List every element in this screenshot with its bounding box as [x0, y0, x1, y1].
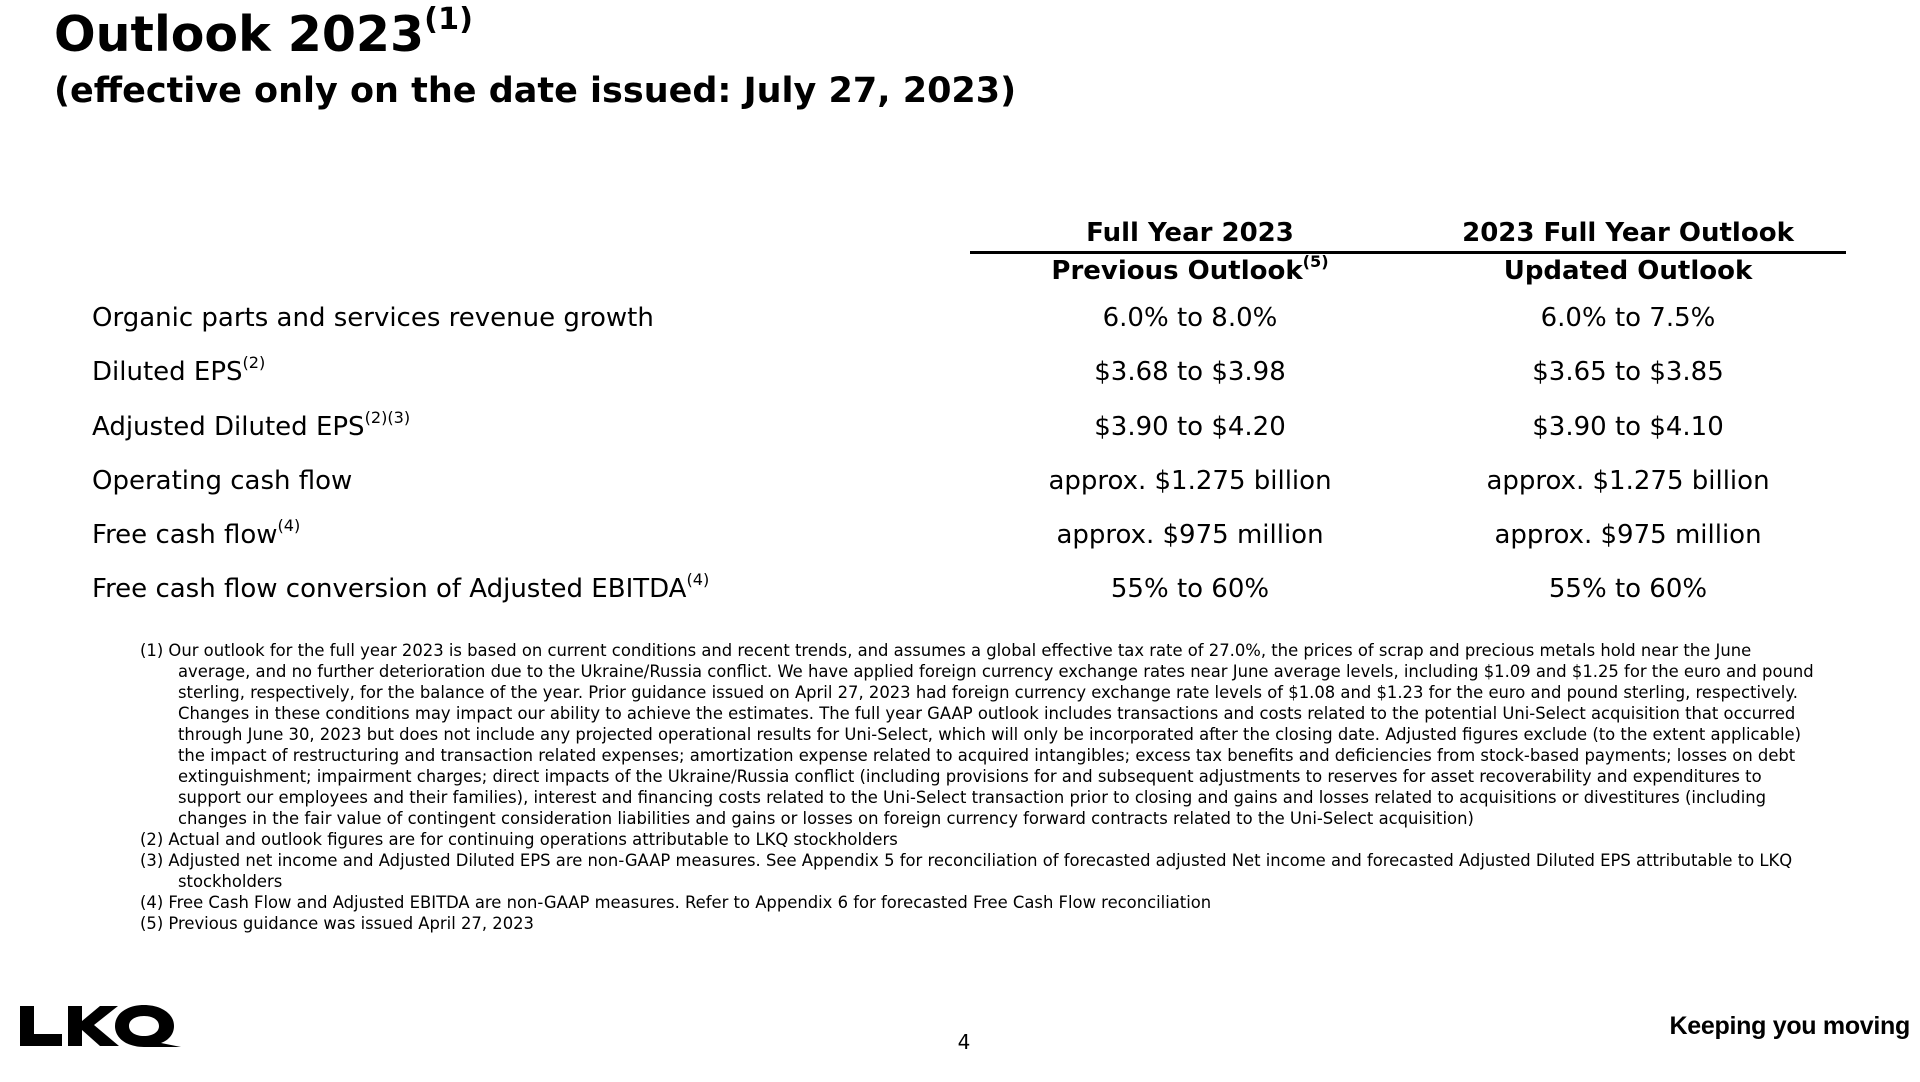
cell-updated-operating-cash-flow: approx. $1.275 billion: [1486, 466, 1770, 496]
row-label-free-cash-flow: Free cash flow$^{(4)}$: [92, 515, 301, 550]
cell-updated-free-cash-flow: approx. $975 million: [1494, 520, 1762, 550]
col-prev-header-line1: Full Year 2023: [1086, 218, 1294, 248]
lkq-logo: [18, 1004, 186, 1052]
col-updated-header-line1: 2023 Full Year Outlook: [1462, 218, 1794, 248]
row-label-adjusted-diluted-eps: Adjusted Diluted $EPS^{(2)(3)}$: [92, 407, 411, 442]
footnote-4: (4) Free Cash Flow and Adjusted EBITDA are non-GAAP measures. Refer to Appendix 6 for forecasted Free Cash Flow reconciliation: [140, 893, 1212, 912]
page-subtitle: (effective only on the date issued: July 27, 2023): [54, 71, 1017, 111]
row-label-fcf-conversion: Free cash flow conversion of Adjusted EBITDA$^{(4)}$: [92, 569, 710, 604]
footnotes: [140, 640, 1820, 934]
footnote-2: (2) Actual and outlook figures are for continuing operations attributable to LKQ stockholders: [140, 830, 898, 849]
cell-prev-organic-growth: 6.0% to 8.0%: [1102, 303, 1278, 333]
cell-prev-diluted-eps: $3.68 to $3.98: [1094, 357, 1286, 387]
footnote-3: (3) Adjusted net income and Adjusted Diluted EPS are non-GAAP measures. See Appendix 5 for reconciliation of forecasted adjusted Net income and forecasted Adjusted Diluted EPS attributable to LKQ stockholders: [140, 851, 1793, 891]
row-label-organic-growth: Organic parts and services revenue growth: [92, 303, 654, 333]
cell-prev-fcf-conversion: 55% to 60%: [1110, 574, 1270, 604]
cell-updated-organic-growth: 6.0% to 7.5%: [1540, 303, 1716, 333]
cell-updated-fcf-conversion: 55% to 60%: [1548, 574, 1708, 604]
cell-prev-free-cash-flow: approx. $975 million: [1056, 520, 1324, 550]
row-label-operating-cash-flow: Operating cash flow: [92, 466, 353, 496]
col-prev-header-line2: Previous Outlook$^{(5)}$: [1051, 251, 1329, 286]
cell-prev-adjusted-diluted-eps: $3.90 to $4.20: [1094, 412, 1286, 442]
header-rule: [970, 251, 1846, 254]
cell-updated-adjusted-diluted-eps: $3.90 to $4.10: [1532, 412, 1724, 442]
page-number: 4: [957, 1030, 971, 1054]
col-updated-header-line2: Updated Outlook: [1503, 256, 1753, 286]
page-title: Outlook 2023$^{(1)}$: [54, 2, 474, 63]
cell-prev-operating-cash-flow: approx. $1.275 billion: [1048, 466, 1332, 496]
footnote-5: (5) Previous guidance was issued April 27, 2023: [140, 914, 534, 933]
row-label-diluted-eps: Diluted EPS$^{(2)}$: [92, 352, 266, 387]
footnote-1: (1) Our outlook for the full year 2023 is based on current conditions and recent trends, and assumes a global effective tax rate of 27.0%, the prices of scrap and precious metals hold near the June average, and no further deterioration due to the Ukraine/Russia conflict. We have applied foreign currency exchange rates near June average levels, including $1.09 and $1.25 for the euro and pound sterling, respectively, for the balance of the year. Prior guidance issued on April 27, 2023 had foreign currency exchange rate levels of $1.08 and $1.23 for the euro and pound sterling, respectively. Changes in these conditions may impact our ability to achieve the estimates. The full year GAAP outlook includes transactions and costs related to the potential Uni-Select acquisition that occurred through June 30, 2023 but does not include any projected operational results for Uni-Select, which will only be incorporated after the closing date. Adjusted figures exclude (to the extent applicable) the impact of restructuring and transaction related expenses; amortization expense related to acquired intangibles; excess tax benefits and deficiencies from stock-based payments; losses on debt extinguishment; impairment charges; direct impacts of the Ukraine/Russia conflict (including provisions for and subsequent adjustments to reserves for asset recoverability and expenditures to support our employees and their families), interest and financing costs related to the Uni-Select transaction prior to closing and gains and losses related to acquisitions or divestitures (including changes in the fair value of contingent consideration liabilities and gains or losses on foreign currency forward contracts related to the Uni-Select acquisition): [140, 641, 1814, 828]
cell-updated-diluted-eps: $3.65 to $3.85: [1532, 357, 1724, 387]
title-footnote-ref: (1): [424, 2, 474, 38]
tagline: Keeping you moving: [1669, 1012, 1910, 1040]
